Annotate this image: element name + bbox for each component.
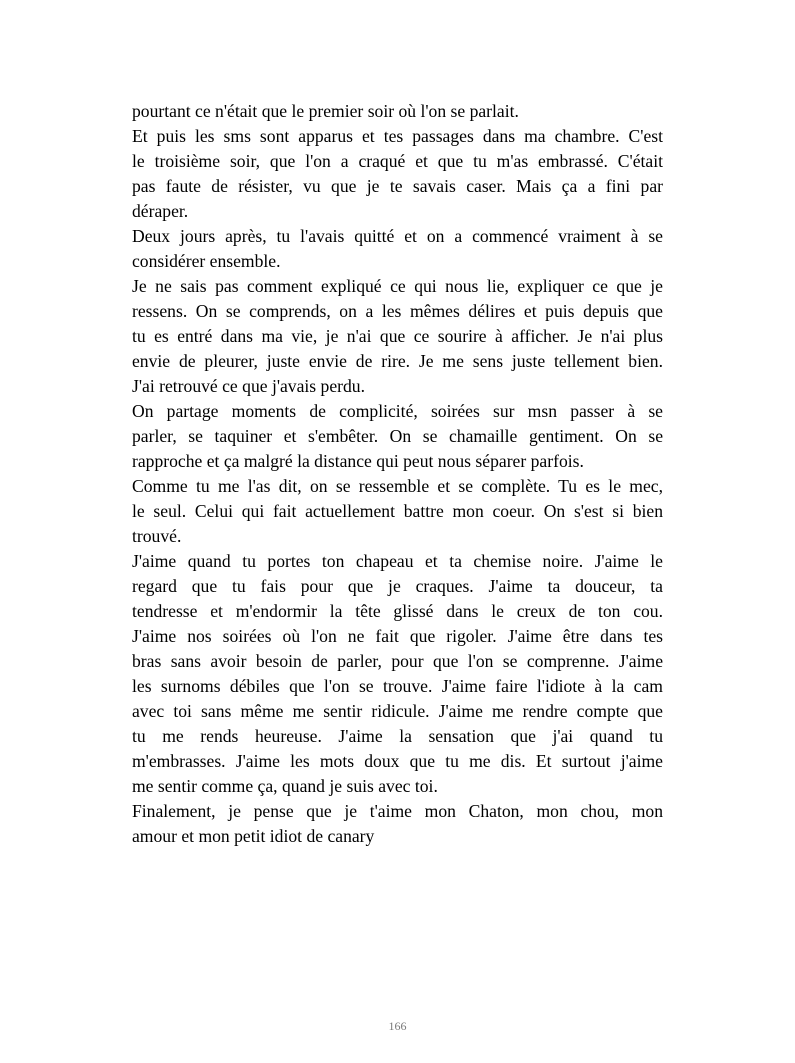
text-line: pas faute de résister, vu que je te savais caser. Mais ça a fini par bbox=[132, 176, 663, 196]
text-line: J'ai retrouvé ce que j'avais perdu. bbox=[132, 376, 366, 396]
text-line: le seul. Celui qui fait actuellement battre mon coeur. On s'est si bien bbox=[132, 501, 663, 521]
text-line: pourtant ce n'était que le premier soir où l'on se parlait. bbox=[132, 101, 519, 121]
text-line: J'aime nos soirées où l'on ne fait que rigoler. J'aime être dans tes bbox=[132, 626, 663, 646]
text-line: considérer ensemble. bbox=[132, 251, 281, 271]
text-line: parler, se taquiner et s'embêter. On se chamaille gentiment. On se bbox=[132, 426, 663, 446]
text-line: On partage moments de complicité, soirées sur msn passer à se bbox=[132, 401, 663, 421]
text-line: me sentir comme ça, quand je suis avec toi. bbox=[132, 776, 438, 796]
text-line: les surnoms débiles que l'on se trouve. J'aime faire l'idiote à la cam bbox=[132, 676, 663, 696]
text-line: amour et mon petit idiot de canary bbox=[132, 826, 375, 846]
text-line: m'embrasses. J'aime les mots doux que tu me dis. Et surtout j'aime bbox=[132, 751, 663, 771]
text-line: regard que tu fais pour que je craques. J'aime ta douceur, ta bbox=[132, 576, 663, 596]
text-line: déraper. bbox=[132, 201, 189, 221]
page-number: 166 bbox=[388, 1019, 407, 1033]
text-line: Finalement, je pense que je t'aime mon Chaton, mon chou, mon bbox=[132, 801, 663, 821]
body-text bbox=[132, 99, 663, 849]
text-line: Deux jours après, tu l'avais quitté et on a commencé vraiment à se bbox=[132, 226, 663, 246]
text-line: ressens. On se comprends, on a les mêmes délires et puis depuis que bbox=[132, 301, 663, 321]
text-line: le troisième soir, que l'on a craqué et que tu m'as embrassé. C'était bbox=[132, 151, 663, 171]
text-line: Et puis les sms sont apparus et tes passages dans ma chambre. C'est bbox=[132, 126, 663, 146]
text-line: rapproche et ça malgré la distance qui peut nous séparer parfois. bbox=[132, 451, 584, 471]
text-line: envie de pleurer, juste envie de rire. Je me sens juste tellement bien. bbox=[132, 351, 663, 371]
text-line: avec toi sans même me sentir ridicule. J'aime me rendre compte que bbox=[132, 701, 663, 721]
text-line: J'aime quand tu portes ton chapeau et ta chemise noire. J'aime le bbox=[132, 551, 663, 571]
text-line: Comme tu me l'as dit, on se ressemble et se complète. Tu es le mec, bbox=[132, 476, 663, 496]
text-line: Je ne sais pas comment expliqué ce qui nous lie, expliquer ce que je bbox=[132, 276, 663, 296]
text-line: trouvé. bbox=[132, 526, 182, 546]
text-line: tendresse et m'endormir la tête glissé dans le creux de ton cou. bbox=[132, 601, 663, 621]
text-line: bras sans avoir besoin de parler, pour que l'on se comprenne. J'aime bbox=[132, 651, 663, 671]
text-line: tu es entré dans ma vie, je n'ai que ce sourire à afficher. Je n'ai plus bbox=[132, 326, 663, 346]
text-line: tu me rends heureuse. J'aime la sensation que j'ai quand tu bbox=[132, 726, 663, 746]
